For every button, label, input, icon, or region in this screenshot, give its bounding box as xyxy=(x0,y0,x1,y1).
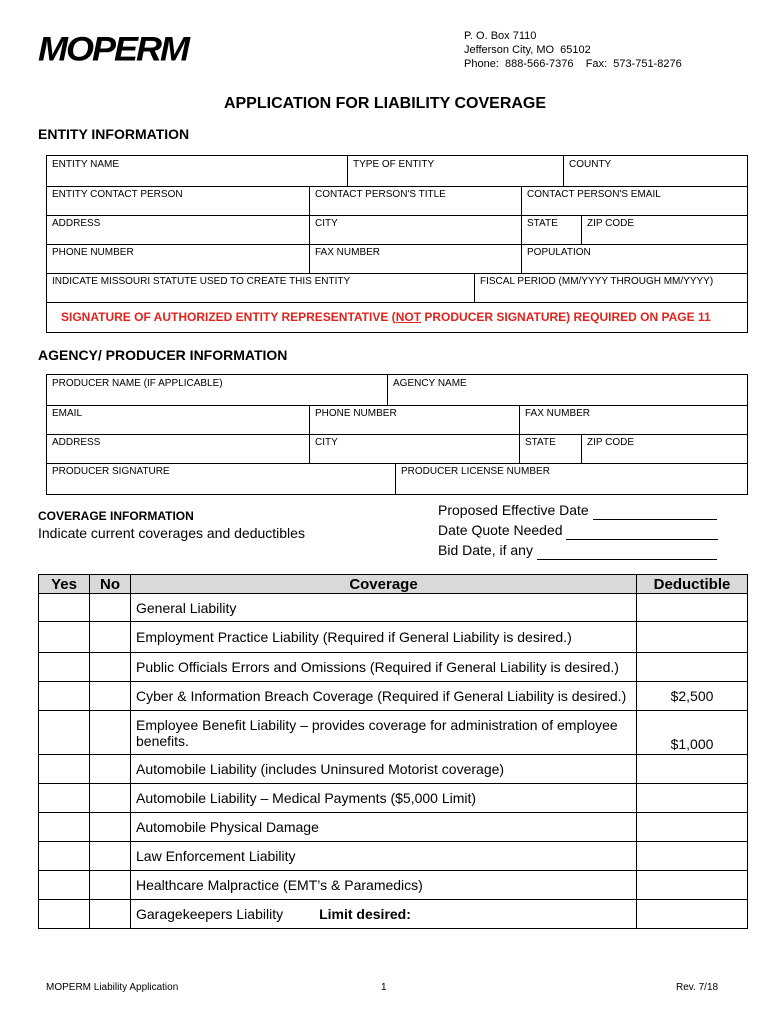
coverage-row xyxy=(39,653,748,682)
agency-section-heading: AGENCY/ PRODUCER INFORMATION xyxy=(38,347,288,363)
moperm-logo: MOPERM xyxy=(38,29,188,68)
agency-name-field[interactable]: AGENCY NAME xyxy=(387,375,747,405)
deductible-cell[interactable]: $1,000 xyxy=(637,711,748,755)
producer-address-field[interactable]: ADDRESS xyxy=(52,437,101,448)
no-cell[interactable] xyxy=(90,755,131,784)
deductible-cell[interactable] xyxy=(637,900,748,929)
no-cell[interactable] xyxy=(90,594,131,622)
entity-section-heading: ENTITY INFORMATION xyxy=(38,126,190,142)
entity-name-field[interactable]: ENTITY NAME xyxy=(52,159,120,170)
producer-signature-field[interactable]: PRODUCER SIGNATURE xyxy=(52,466,170,477)
signature-notice-post: PRODUCER SIGNATURE) REQUIRED ON PAGE 11 xyxy=(421,310,711,324)
coverage-name: Employment Practice Liability (Required if General Liability is desired.) xyxy=(131,622,637,653)
limit-desired-label: Limit desired: xyxy=(319,906,411,922)
entity-row xyxy=(47,156,747,187)
address-line: Jefferson City, MO 65102 xyxy=(464,44,591,56)
producer-name-field[interactable]: PRODUCER NAME (IF APPLICABLE) xyxy=(52,378,223,389)
mailing-address xyxy=(464,29,682,71)
no-cell[interactable] xyxy=(90,871,131,900)
yes-cell[interactable] xyxy=(39,784,90,813)
coverage-row xyxy=(39,594,748,622)
bid-date-input[interactable] xyxy=(537,545,717,560)
address-line: P. O. Box 7110 xyxy=(464,30,537,42)
bid-date-label: Bid Date, if any xyxy=(438,542,533,558)
deductible-cell[interactable] xyxy=(637,842,748,871)
coverage-name: General Liability xyxy=(131,594,637,622)
deductible-cell[interactable] xyxy=(637,871,748,900)
yes-cell[interactable] xyxy=(39,594,90,622)
signature-notice xyxy=(47,310,747,324)
coverage-name: Law Enforcement Liability xyxy=(131,842,637,871)
coverage-column-header: Coverage xyxy=(131,575,637,594)
footer-page-number: 1 xyxy=(381,982,387,993)
producer-phone-field[interactable]: PHONE NUMBER xyxy=(309,405,519,434)
coverage-row xyxy=(39,784,748,813)
no-cell[interactable] xyxy=(90,813,131,842)
coverage-name: Garagekeepers Liability xyxy=(136,906,284,922)
dates-block xyxy=(438,500,718,560)
producer-license-field[interactable]: PRODUCER LICENSE NUMBER xyxy=(395,463,747,494)
yes-cell[interactable] xyxy=(39,682,90,711)
state-field[interactable]: STATE xyxy=(521,215,581,244)
contact-person-field[interactable]: ENTITY CONTACT PERSON xyxy=(52,189,183,200)
deductible-cell[interactable] xyxy=(637,755,748,784)
contact-title-field[interactable]: CONTACT PERSON'S TITLE xyxy=(309,186,521,215)
yes-cell[interactable] xyxy=(39,871,90,900)
zip-field[interactable]: ZIP CODE xyxy=(581,215,747,244)
coverage-row xyxy=(39,622,748,653)
coverage-name: Healthcare Malpractice (EMT’s & Paramedics) xyxy=(131,871,637,900)
yes-cell[interactable] xyxy=(39,653,90,682)
yes-cell[interactable] xyxy=(39,711,90,755)
signature-notice-not: NOT xyxy=(395,310,422,324)
coverage-row xyxy=(39,900,748,929)
entity-row xyxy=(47,244,747,274)
footer-doc-name: MOPERM Liability Application xyxy=(46,982,179,993)
entity-row xyxy=(47,215,747,245)
entity-row xyxy=(47,186,747,216)
proposed-effective-date-input[interactable] xyxy=(593,505,717,520)
no-cell[interactable] xyxy=(90,682,131,711)
producer-fax-field[interactable]: FAX NUMBER xyxy=(519,405,747,434)
agency-row xyxy=(47,405,747,435)
coverage-row xyxy=(39,813,748,842)
no-cell[interactable] xyxy=(90,784,131,813)
coverage-section-heading: COVERAGE INFORMATION xyxy=(38,509,194,523)
yes-cell[interactable] xyxy=(39,842,90,871)
date-quote-needed-label: Date Quote Needed xyxy=(438,522,563,538)
agency-row xyxy=(47,463,747,494)
producer-state-field[interactable]: STATE xyxy=(519,434,581,463)
coverage-subheading: Indicate current coverages and deductibles xyxy=(38,525,305,541)
yes-cell[interactable] xyxy=(39,755,90,784)
date-quote-needed-row xyxy=(438,520,718,540)
coverage-table xyxy=(38,574,748,929)
entity-row xyxy=(47,273,747,303)
coverage-name: Employee Benefit Liability – provides coverage for administration of employee benefits. xyxy=(131,711,637,755)
signature-notice-pre: SIGNATURE OF AUTHORIZED ENTITY REPRESENTATIVE ( xyxy=(61,310,396,324)
entity-type-field[interactable]: TYPE OF ENTITY xyxy=(347,156,563,186)
deductible-cell[interactable]: $2,500 xyxy=(637,682,748,711)
contact-email-field[interactable]: CONTACT PERSON'S EMAIL xyxy=(521,186,747,215)
city-field[interactable]: CITY xyxy=(309,215,521,244)
entity-info-grid xyxy=(46,155,748,333)
coverage-name: Automobile Liability (includes Uninsured Motorist coverage) xyxy=(131,755,637,784)
agency-row xyxy=(47,375,747,406)
coverage-row xyxy=(39,682,748,711)
deductible-cell[interactable] xyxy=(637,622,748,653)
coverage-name: Automobile Liability – Medical Payments ($5,000 Limit) xyxy=(131,784,637,813)
deductible-column-header: Deductible xyxy=(637,575,748,594)
address-field[interactable]: ADDRESS xyxy=(52,218,101,229)
deductible-cell[interactable] xyxy=(637,784,748,813)
proposed-effective-date-row xyxy=(438,500,718,520)
deductible-cell[interactable] xyxy=(637,813,748,842)
footer-revision: Rev. 7/18 xyxy=(676,982,719,993)
coverage-name: Automobile Physical Damage xyxy=(131,813,637,842)
no-cell[interactable] xyxy=(90,711,131,755)
coverage-name: Public Officials Errors and Omissions (Required if General Liability is desired.) xyxy=(131,653,637,682)
no-column-header: No xyxy=(90,575,131,594)
coverage-header-row xyxy=(39,575,748,594)
fiscal-period-field[interactable]: FISCAL PERIOD (MM/YYYY THROUGH MM/YYYY) xyxy=(474,273,747,302)
yes-cell[interactable] xyxy=(39,813,90,842)
coverage-row xyxy=(39,871,748,900)
producer-zip-field[interactable]: ZIP CODE xyxy=(581,434,747,463)
page-title: APPLICATION FOR LIABILITY COVERAGE xyxy=(223,95,547,112)
agency-info-grid xyxy=(46,374,748,495)
statute-field[interactable]: INDICATE MISSOURI STATUTE USED TO CREATE THIS ENTITY xyxy=(52,276,351,287)
no-cell[interactable] xyxy=(90,900,131,929)
no-cell[interactable] xyxy=(90,653,131,682)
producer-city-field[interactable]: CITY xyxy=(309,434,519,463)
agency-row xyxy=(47,434,747,464)
no-cell[interactable] xyxy=(90,842,131,871)
proposed-effective-date-label: Proposed Effective Date xyxy=(438,502,589,518)
yes-cell[interactable] xyxy=(39,900,90,929)
coverage-name: Cyber & Information Breach Coverage (Required if General Liability is desired.) xyxy=(131,682,637,711)
deductible-cell[interactable] xyxy=(637,653,748,682)
bid-date-row xyxy=(438,540,718,560)
no-cell[interactable] xyxy=(90,622,131,653)
yes-column-header: Yes xyxy=(39,575,90,594)
coverage-row xyxy=(39,842,748,871)
date-quote-needed-input[interactable] xyxy=(566,525,718,540)
producer-email-field[interactable]: EMAIL xyxy=(52,408,83,419)
coverage-heading-block xyxy=(38,508,305,542)
population-field[interactable]: POPULATION xyxy=(521,244,747,273)
fax-field[interactable]: FAX NUMBER xyxy=(309,244,521,273)
coverage-row xyxy=(39,711,748,755)
phone-field[interactable]: PHONE NUMBER xyxy=(52,247,134,258)
yes-cell[interactable] xyxy=(39,622,90,653)
county-field[interactable]: COUNTY xyxy=(563,156,747,186)
coverage-row xyxy=(39,755,748,784)
deductible-cell[interactable] xyxy=(637,594,748,622)
coverage-name-cell xyxy=(131,900,637,929)
address-line: Phone: 888-566-7376 Fax: 573-751-8276 xyxy=(464,58,682,70)
